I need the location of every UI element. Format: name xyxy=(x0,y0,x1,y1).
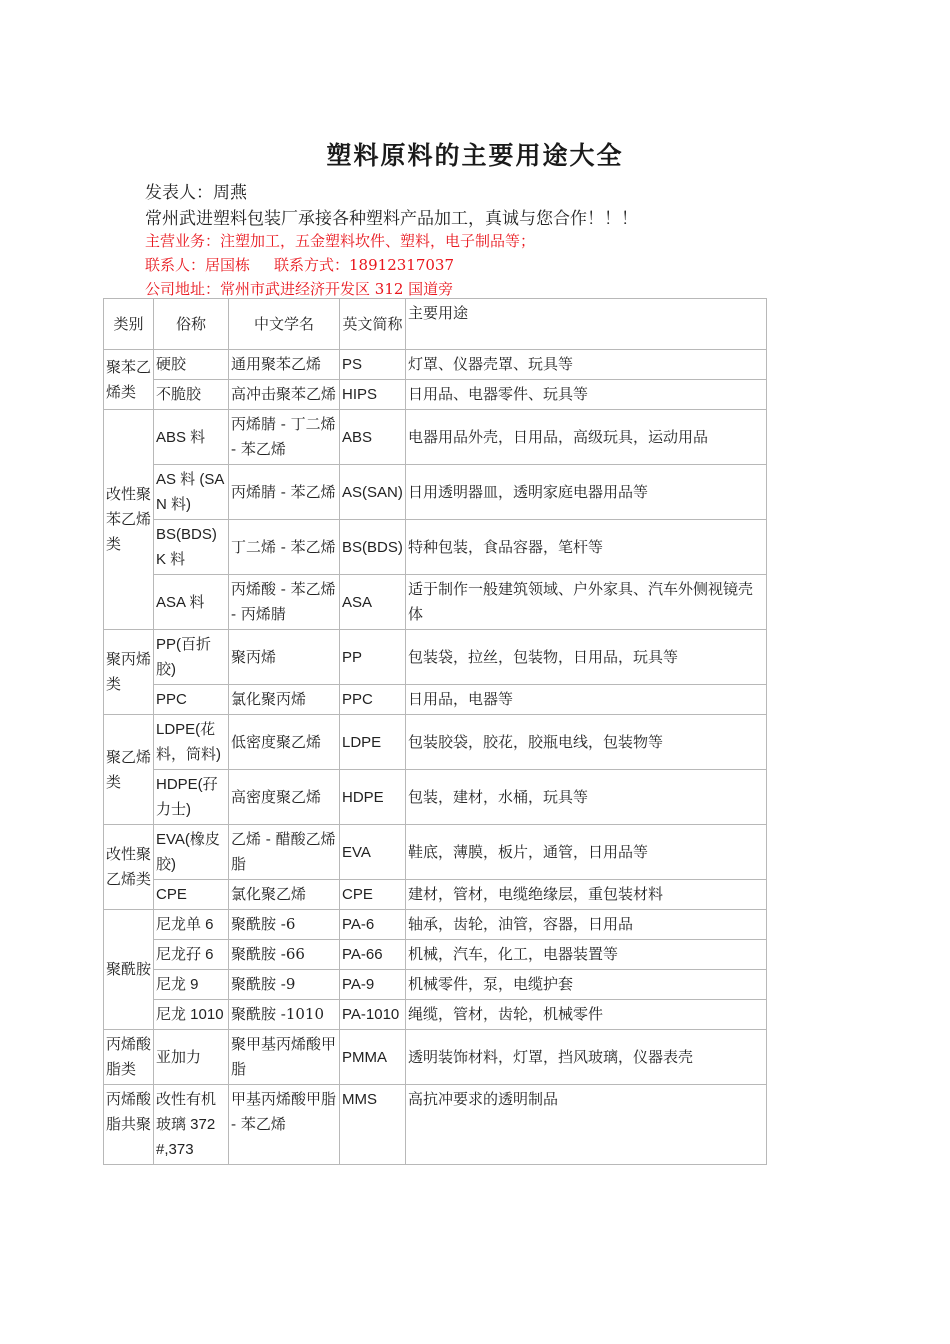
main-use-cell: 日用品，电器等 xyxy=(406,685,767,715)
chinese-name-cell: 甲基丙烯酸甲脂 - 苯乙烯 xyxy=(229,1085,340,1165)
category-cell: 改性聚乙烯类 xyxy=(104,825,154,910)
common-name-cell: ASA 料 xyxy=(154,575,229,630)
chinese-name-cell: 丙烯腈 - 丁二烯 - 苯乙烯 xyxy=(229,410,340,465)
chinese-name-cell: 氯化聚丙烯 xyxy=(229,685,340,715)
document-title: 塑料原料的主要用途大全 xyxy=(326,141,624,170)
contact-line xyxy=(145,254,454,275)
common-name-cell: HDPE(孖力士) xyxy=(154,770,229,825)
chinese-name-cell: 聚甲基丙烯酸甲脂 xyxy=(229,1030,340,1085)
common-name-cell: BS(BDS) K 料 xyxy=(154,520,229,575)
table-row xyxy=(104,970,767,1000)
english-abbr-cell: CPE xyxy=(340,880,406,910)
chinese-name-cell: 丙烯酸 - 苯乙烯 - 丙烯腈 xyxy=(229,575,340,630)
chinese-name-cell: 丙烯腈 - 苯乙烯 xyxy=(229,465,340,520)
category-cell: 聚丙烯类 xyxy=(104,630,154,715)
table-row xyxy=(104,880,767,910)
common-name-cell: EVA(橡皮胶) xyxy=(154,825,229,880)
table-row xyxy=(104,910,767,940)
chinese-name-cell: 丁二烯 - 苯乙烯 xyxy=(229,520,340,575)
common-name-cell: 亚加力 xyxy=(154,1030,229,1085)
main-use-cell: 电器用品外壳，日用品，高级玩具，运动用品 xyxy=(406,410,767,465)
common-name-cell: 硬胶 xyxy=(154,350,229,380)
table-row xyxy=(104,685,767,715)
category-cell: 丙烯酸脂类 xyxy=(104,1030,154,1085)
chinese-name-cell: 低密度聚乙烯 xyxy=(229,715,340,770)
english-abbr-cell: PS xyxy=(340,350,406,380)
english-abbr-cell: PMMA xyxy=(340,1030,406,1085)
chinese-name-cell: 聚酰胺 -6 xyxy=(229,910,340,940)
english-abbr-cell: PA-6 xyxy=(340,910,406,940)
main-use-cell: 包装胶袋，胶花，胶瓶电线，包装物等 xyxy=(406,715,767,770)
table-row xyxy=(104,465,767,520)
english-abbr-cell: BS(BDS) xyxy=(340,520,406,575)
header-main-use: 主要用途 xyxy=(406,299,767,350)
english-abbr-cell: ASA xyxy=(340,575,406,630)
chinese-name-cell: 聚酰胺 -1010 xyxy=(229,1000,340,1030)
english-abbr-cell: HDPE xyxy=(340,770,406,825)
common-name-cell: LDPE(花料，筒料) xyxy=(154,715,229,770)
english-abbr-cell: PA-1010 xyxy=(340,1000,406,1030)
main-use-cell: 建材，管材，电缆绝缘层，重包装材料 xyxy=(406,880,767,910)
table-row xyxy=(104,1085,767,1165)
table-row xyxy=(104,1030,767,1085)
table-row xyxy=(104,380,767,410)
common-name-cell: 尼龙单 6 xyxy=(154,910,229,940)
common-name-cell: ABS 料 xyxy=(154,410,229,465)
table-row xyxy=(104,715,767,770)
main-use-cell: 机械，汽车，化工，电器装置等 xyxy=(406,940,767,970)
table-row xyxy=(104,350,767,380)
common-name-cell: PP(百折胶) xyxy=(154,630,229,685)
english-abbr-cell: AS(SAN) xyxy=(340,465,406,520)
category-cell: 聚酰胺 xyxy=(104,910,154,1030)
english-abbr-cell: EVA xyxy=(340,825,406,880)
main-use-cell: 日用透明器皿，透明家庭电器用品等 xyxy=(406,465,767,520)
table-row xyxy=(104,410,767,465)
english-abbr-cell: PA-66 xyxy=(340,940,406,970)
common-name-cell: 不脆胶 xyxy=(154,380,229,410)
common-name-cell: 改性有机玻璃 372#,373 xyxy=(154,1085,229,1165)
main-use-cell: 高抗冲要求的透明制品 xyxy=(406,1085,767,1165)
english-abbr-cell: MMS xyxy=(340,1085,406,1165)
chinese-name-cell: 氯化聚乙烯 xyxy=(229,880,340,910)
main-use-cell: 轴承，齿轮，油管，容器，日用品 xyxy=(406,910,767,940)
english-abbr-cell: ABS xyxy=(340,410,406,465)
header-category: 类别 xyxy=(104,299,154,350)
address-line: 公司地址：常州市武进经济开发区 312 国道旁 xyxy=(145,280,454,298)
table-row xyxy=(104,825,767,880)
common-name-cell: AS 料 (SAN 料) xyxy=(154,465,229,520)
common-name-cell: 尼龙孖 6 xyxy=(154,940,229,970)
chinese-name-cell: 乙烯 - 醋酸乙烯脂 xyxy=(229,825,340,880)
common-name-cell: PPC xyxy=(154,685,229,715)
header-common-name: 俗称 xyxy=(154,299,229,350)
chinese-name-cell: 高冲击聚苯乙烯 xyxy=(229,380,340,410)
chinese-name-cell: 通用聚苯乙烯 xyxy=(229,350,340,380)
plastics-usage-table xyxy=(103,298,767,1165)
chinese-name-cell: 聚丙烯 xyxy=(229,630,340,685)
category-cell: 聚乙烯类 xyxy=(104,715,154,825)
contact-person: 联系人：居国栋 xyxy=(145,256,251,274)
contact-method: 联系方式：18912317037 xyxy=(274,256,454,274)
slogan-line: 常州武进塑料包装厂承接各种塑料产品加工，真诚与您合作！！！ xyxy=(145,209,638,229)
main-use-cell: 包装袋，拉丝，包装物，日用品，玩具等 xyxy=(406,630,767,685)
table-row xyxy=(104,940,767,970)
chinese-name-cell: 聚酰胺 -9 xyxy=(229,970,340,1000)
chinese-name-cell: 聚酰胺 -66 xyxy=(229,940,340,970)
main-use-cell: 特种包装，食品容器，笔杆等 xyxy=(406,520,767,575)
table-row xyxy=(104,575,767,630)
main-use-cell: 鞋底，薄膜，板片，通管，日用品等 xyxy=(406,825,767,880)
main-use-cell: 灯罩、仪器壳罩、玩具等 xyxy=(406,350,767,380)
table-row xyxy=(104,520,767,575)
english-abbr-cell: LDPE xyxy=(340,715,406,770)
table-row xyxy=(104,770,767,825)
chinese-name-cell: 高密度聚乙烯 xyxy=(229,770,340,825)
main-use-cell: 适于制作一般建筑领域、户外家具、汽车外侧视镜壳体 xyxy=(406,575,767,630)
table-header-row xyxy=(104,299,767,350)
business-line: 主营业务：注塑加工，五金塑料坎件、塑料，电子制品等； xyxy=(145,232,536,250)
header-english-abbr: 英文简称 xyxy=(340,299,406,350)
english-abbr-cell: PA-9 xyxy=(340,970,406,1000)
english-abbr-cell: HIPS xyxy=(340,380,406,410)
english-abbr-cell: PPC xyxy=(340,685,406,715)
main-use-cell: 绳缆，管材，齿轮，机械零件 xyxy=(406,1000,767,1030)
main-use-cell: 日用品、电器零件、玩具等 xyxy=(406,380,767,410)
category-cell: 丙烯酸脂共聚 xyxy=(104,1085,154,1165)
category-cell: 聚苯乙烯类 xyxy=(104,350,154,410)
table-row xyxy=(104,1000,767,1030)
common-name-cell: CPE xyxy=(154,880,229,910)
author-line: 发表人：周燕 xyxy=(145,183,247,203)
common-name-cell: 尼龙 9 xyxy=(154,970,229,1000)
main-use-cell: 包装，建材，水桶，玩具等 xyxy=(406,770,767,825)
main-use-cell: 机械零件，泵，电缆护套 xyxy=(406,970,767,1000)
table-row xyxy=(104,630,767,685)
common-name-cell: 尼龙 1010 xyxy=(154,1000,229,1030)
category-cell: 改性聚苯乙烯类 xyxy=(104,410,154,630)
main-use-cell: 透明装饰材料，灯罩，挡风玻璃，仪器表壳 xyxy=(406,1030,767,1085)
english-abbr-cell: PP xyxy=(340,630,406,685)
header-chinese-name: 中文学名 xyxy=(229,299,340,350)
